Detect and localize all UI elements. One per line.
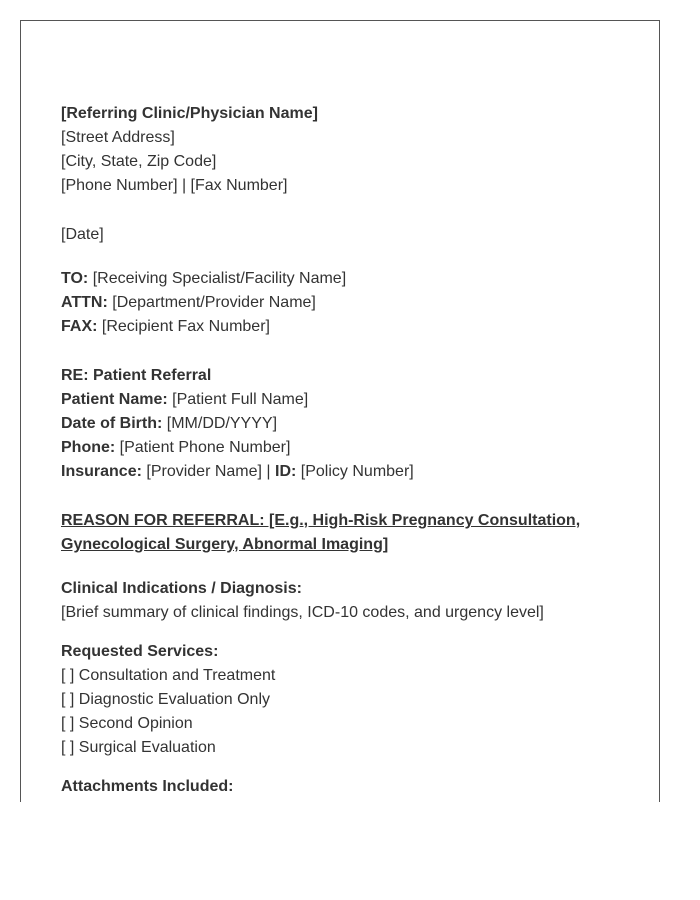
patient-name — [61, 388, 621, 412]
id-label: ID: — [275, 463, 297, 480]
attn-value: [Department/Provider Name] — [107, 294, 316, 311]
patient-insurance — [61, 460, 621, 484]
patient-phone — [61, 436, 621, 460]
fax-value: [Recipient Fax Number] — [97, 318, 270, 335]
spacer — [61, 484, 621, 509]
to-label: TO: — [61, 270, 89, 287]
re-heading: RE: Patient Referral — [61, 367, 212, 384]
service-item-consultation: [ ] Consultation and Treatment — [61, 667, 276, 684]
referral-reason: REASON FOR REFERRAL: [E.g., High-Risk Pregnancy Consultation, Gynecological Surgery, Abnormal Imaging] — [61, 512, 581, 553]
sender-contact: [Phone Number] | [Fax Number] — [61, 177, 288, 194]
service-item-second-opinion: [ ] Second Opinion — [61, 715, 193, 732]
spacer — [61, 198, 621, 223]
sender-city: [City, State, Zip Code] — [61, 153, 217, 170]
spacer — [61, 557, 621, 577]
attachments-heading: Attachments Included: — [61, 778, 234, 795]
dob-value: [MM/DD/YYYY] — [162, 415, 278, 432]
phone-label: Phone: — [61, 439, 116, 456]
clinical-heading: Clinical Indications / Diagnosis: — [61, 580, 302, 597]
sender-street: [Street Address] — [61, 129, 175, 146]
dob-label: Date of Birth: — [61, 415, 163, 432]
spacer — [61, 247, 621, 267]
recipient-to — [61, 267, 621, 291]
letter-date: [Date] — [61, 226, 104, 243]
service-item-diagnostic: [ ] Diagnostic Evaluation Only — [61, 691, 270, 708]
letter-content — [61, 102, 621, 799]
insurance-value: [Provider Name] | — [141, 463, 276, 480]
spacer — [61, 339, 621, 364]
clinical-summary: [Brief summary of clinical findings, ICD-10 codes, and urgency level] — [61, 604, 544, 621]
patient-name-label: Patient Name: — [61, 391, 168, 408]
sender-name: [Referring Clinic/Physician Name] — [61, 105, 318, 122]
spacer — [61, 760, 621, 775]
phone-value: [Patient Phone Number] — [115, 439, 291, 456]
patient-dob — [61, 412, 621, 436]
to-value: [Receiving Specialist/Facility Name] — [88, 270, 347, 287]
fax-label: FAX: — [61, 318, 98, 335]
spacer — [61, 625, 621, 640]
recipient-attn — [61, 291, 621, 315]
document-page — [20, 20, 660, 802]
recipient-fax — [61, 315, 621, 339]
attn-label: ATTN: — [61, 294, 108, 311]
insurance-label: Insurance: — [61, 463, 142, 480]
service-item-surgical: [ ] Surgical Evaluation — [61, 739, 216, 756]
services-heading: Requested Services: — [61, 643, 219, 660]
patient-name-value: [Patient Full Name] — [167, 391, 309, 408]
id-value: [Policy Number] — [296, 463, 414, 480]
